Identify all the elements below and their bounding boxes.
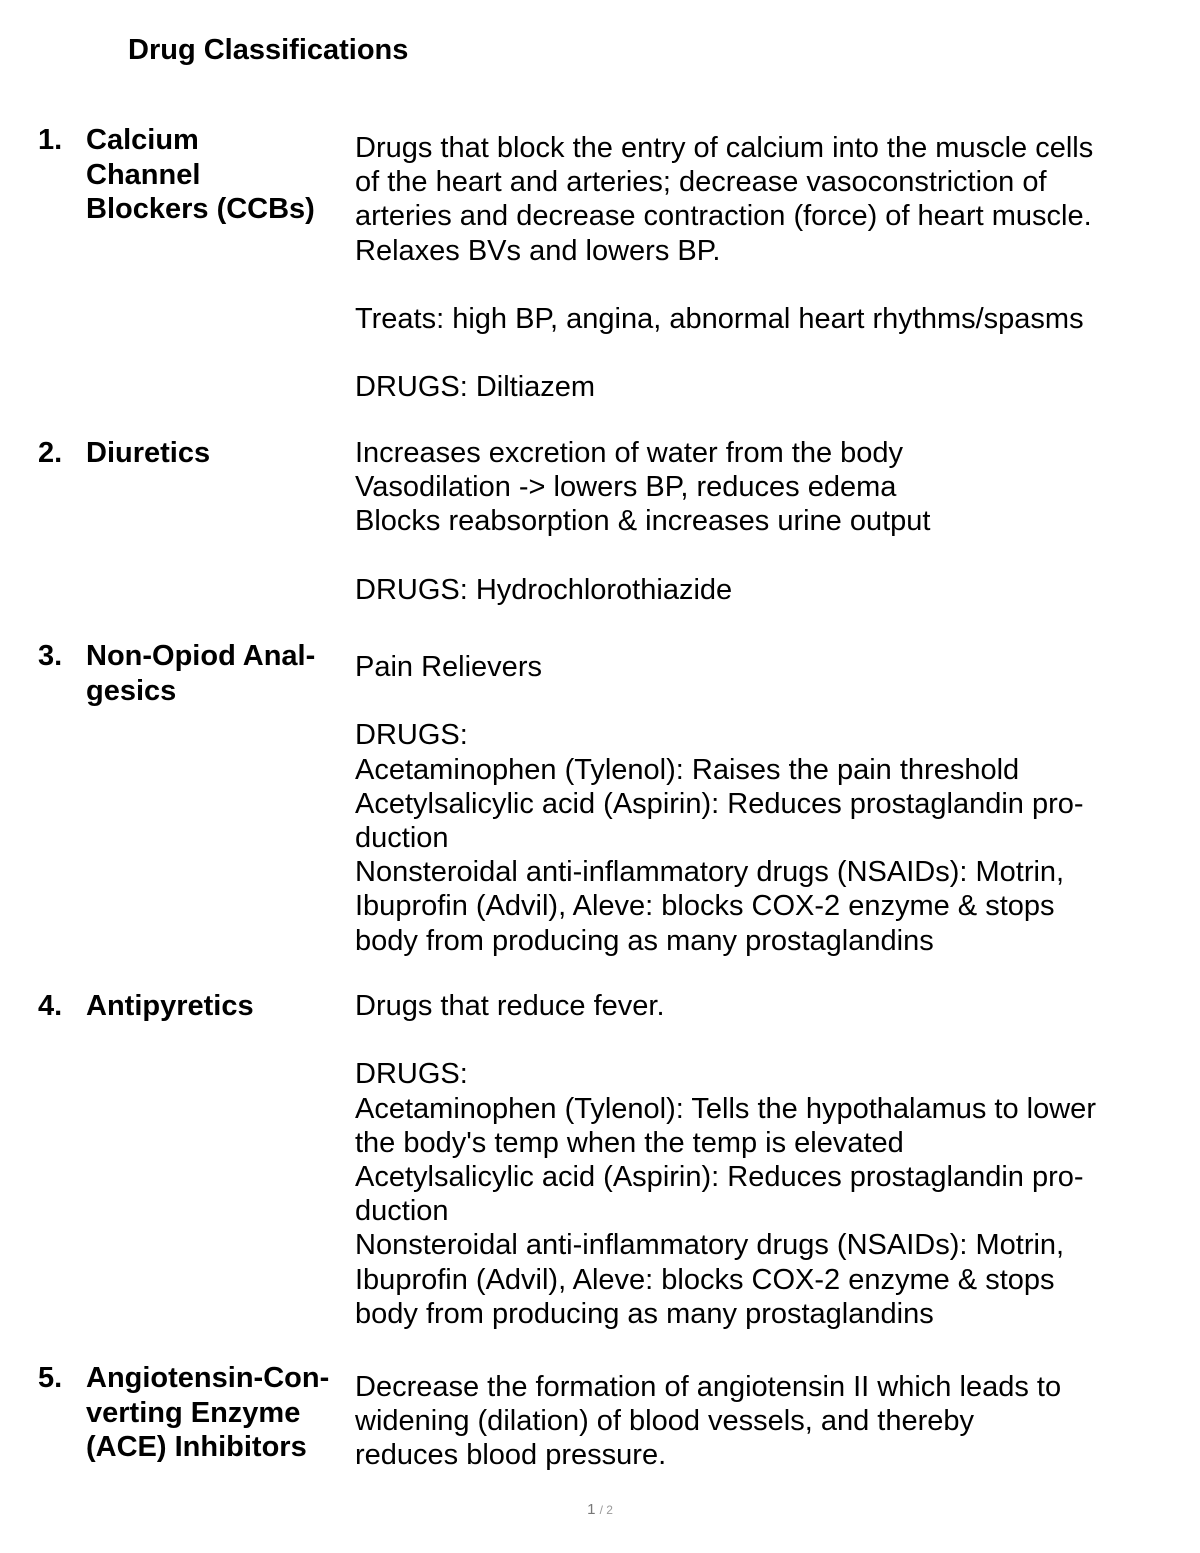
description-line: DRUGS: [355,719,468,752]
blank-line [355,268,1175,302]
item-number: 4. [38,990,63,1022]
description-line: Drugs that reduce fever. [355,990,665,1022]
blank-line [355,539,1175,573]
item-description [355,989,1175,1331]
description-line: DRUGS: [355,1058,468,1091]
blank-line [355,1023,1175,1057]
term-line: Antipyretics [86,990,254,1022]
item-description [355,650,1175,958]
item-description [355,131,1175,405]
description-line: DRUGS: Hydrochlorothiazide [355,573,733,606]
term-line: Angiotensin-Con- [86,1362,330,1394]
term-line: Diuretics [86,437,211,469]
item-number: 5. [38,1362,63,1394]
description-line: Acetaminophen (Tylenol): Tells the hypothalamus to lower [355,1092,1096,1125]
description-line: body from producing as many prostaglandins [355,1297,934,1330]
description-line: Drugs that block the entry of calcium into the muscle cells [355,132,1094,164]
description-line: Ibuprofin (Advil), Aleve: blocks COX-2 enzyme & stops [355,1263,1055,1296]
description-line: Decrease the formation of angiotensin II which leads to [355,1371,1062,1403]
description-line: Vasodilation -> lowers BP, reduces edema [355,471,897,504]
item-description [355,1370,1175,1473]
term-line: verting Enzyme [86,1396,301,1429]
item-description [355,436,1175,607]
item-term [86,989,348,1024]
description-line: Blocks reabsorption & increases urine output [355,505,931,538]
description-line: reduces blood pressure. [355,1439,667,1472]
description-line: the body's temp when the temp is elevated [355,1126,904,1159]
description-line: Nonsteroidal anti-inflammatory drugs (NSAIDs): Motrin, [355,1229,1065,1262]
description-line: arteries and decrease contraction (force) of heart muscle. [355,200,1092,233]
page-current: 1 [587,1501,596,1518]
description-line: DRUGS: Diltiazem [355,371,596,404]
description-line: Acetylsalicylic acid (Aspirin): Reduces prostaglandin pro- [355,1161,1084,1193]
description-line: Acetaminophen (Tylenol): Raises the pain threshold [355,753,1020,786]
document-title: Drug Classifications [128,34,409,66]
term-line: Calcium [86,124,199,156]
item-number: 1. [38,124,63,156]
page-total: / 2 [599,1503,613,1517]
description-line: Pain Relievers [355,651,542,683]
item-term [86,639,348,708]
item-number: 3. [38,640,63,672]
description-line: Ibuprofin (Advil), Aleve: blocks COX-2 enzyme & stops [355,890,1055,923]
item-term [86,123,348,227]
term-line: Channel [86,158,201,191]
blank-line [355,684,1175,718]
page-indicator [0,1500,1200,1520]
description-line: duction [355,822,449,854]
term-line: gesics [86,674,177,707]
description-line: body from producing as many prostaglandins [355,924,934,957]
term-line: Non-Opiod Anal- [86,640,316,672]
blank-line [355,336,1175,370]
description-line: Relaxes BVs and lowers BP. [355,234,721,267]
item-number: 2. [38,437,63,469]
description-line: widening (dilation) of blood vessels, and thereby [355,1405,975,1438]
item-term [86,436,348,471]
description-line: duction [355,1195,449,1228]
term-line: Blockers (CCBs) [86,193,315,225]
description-line: Nonsteroidal anti-inflammatory drugs (NSAIDs): Motrin, [355,856,1065,889]
item-term [86,1361,348,1465]
description-line: Increases excretion of water from the body [355,437,904,469]
description-line: of the heart and arteries; decrease vasoconstriction of [355,166,1047,199]
term-line: (ACE) Inhibitors [86,1431,307,1463]
description-line: Acetylsalicylic acid (Aspirin): Reduces prostaglandin pro- [355,787,1084,820]
description-line: Treats: high BP, angina, abnormal heart rhythms/spasms [355,303,1084,335]
